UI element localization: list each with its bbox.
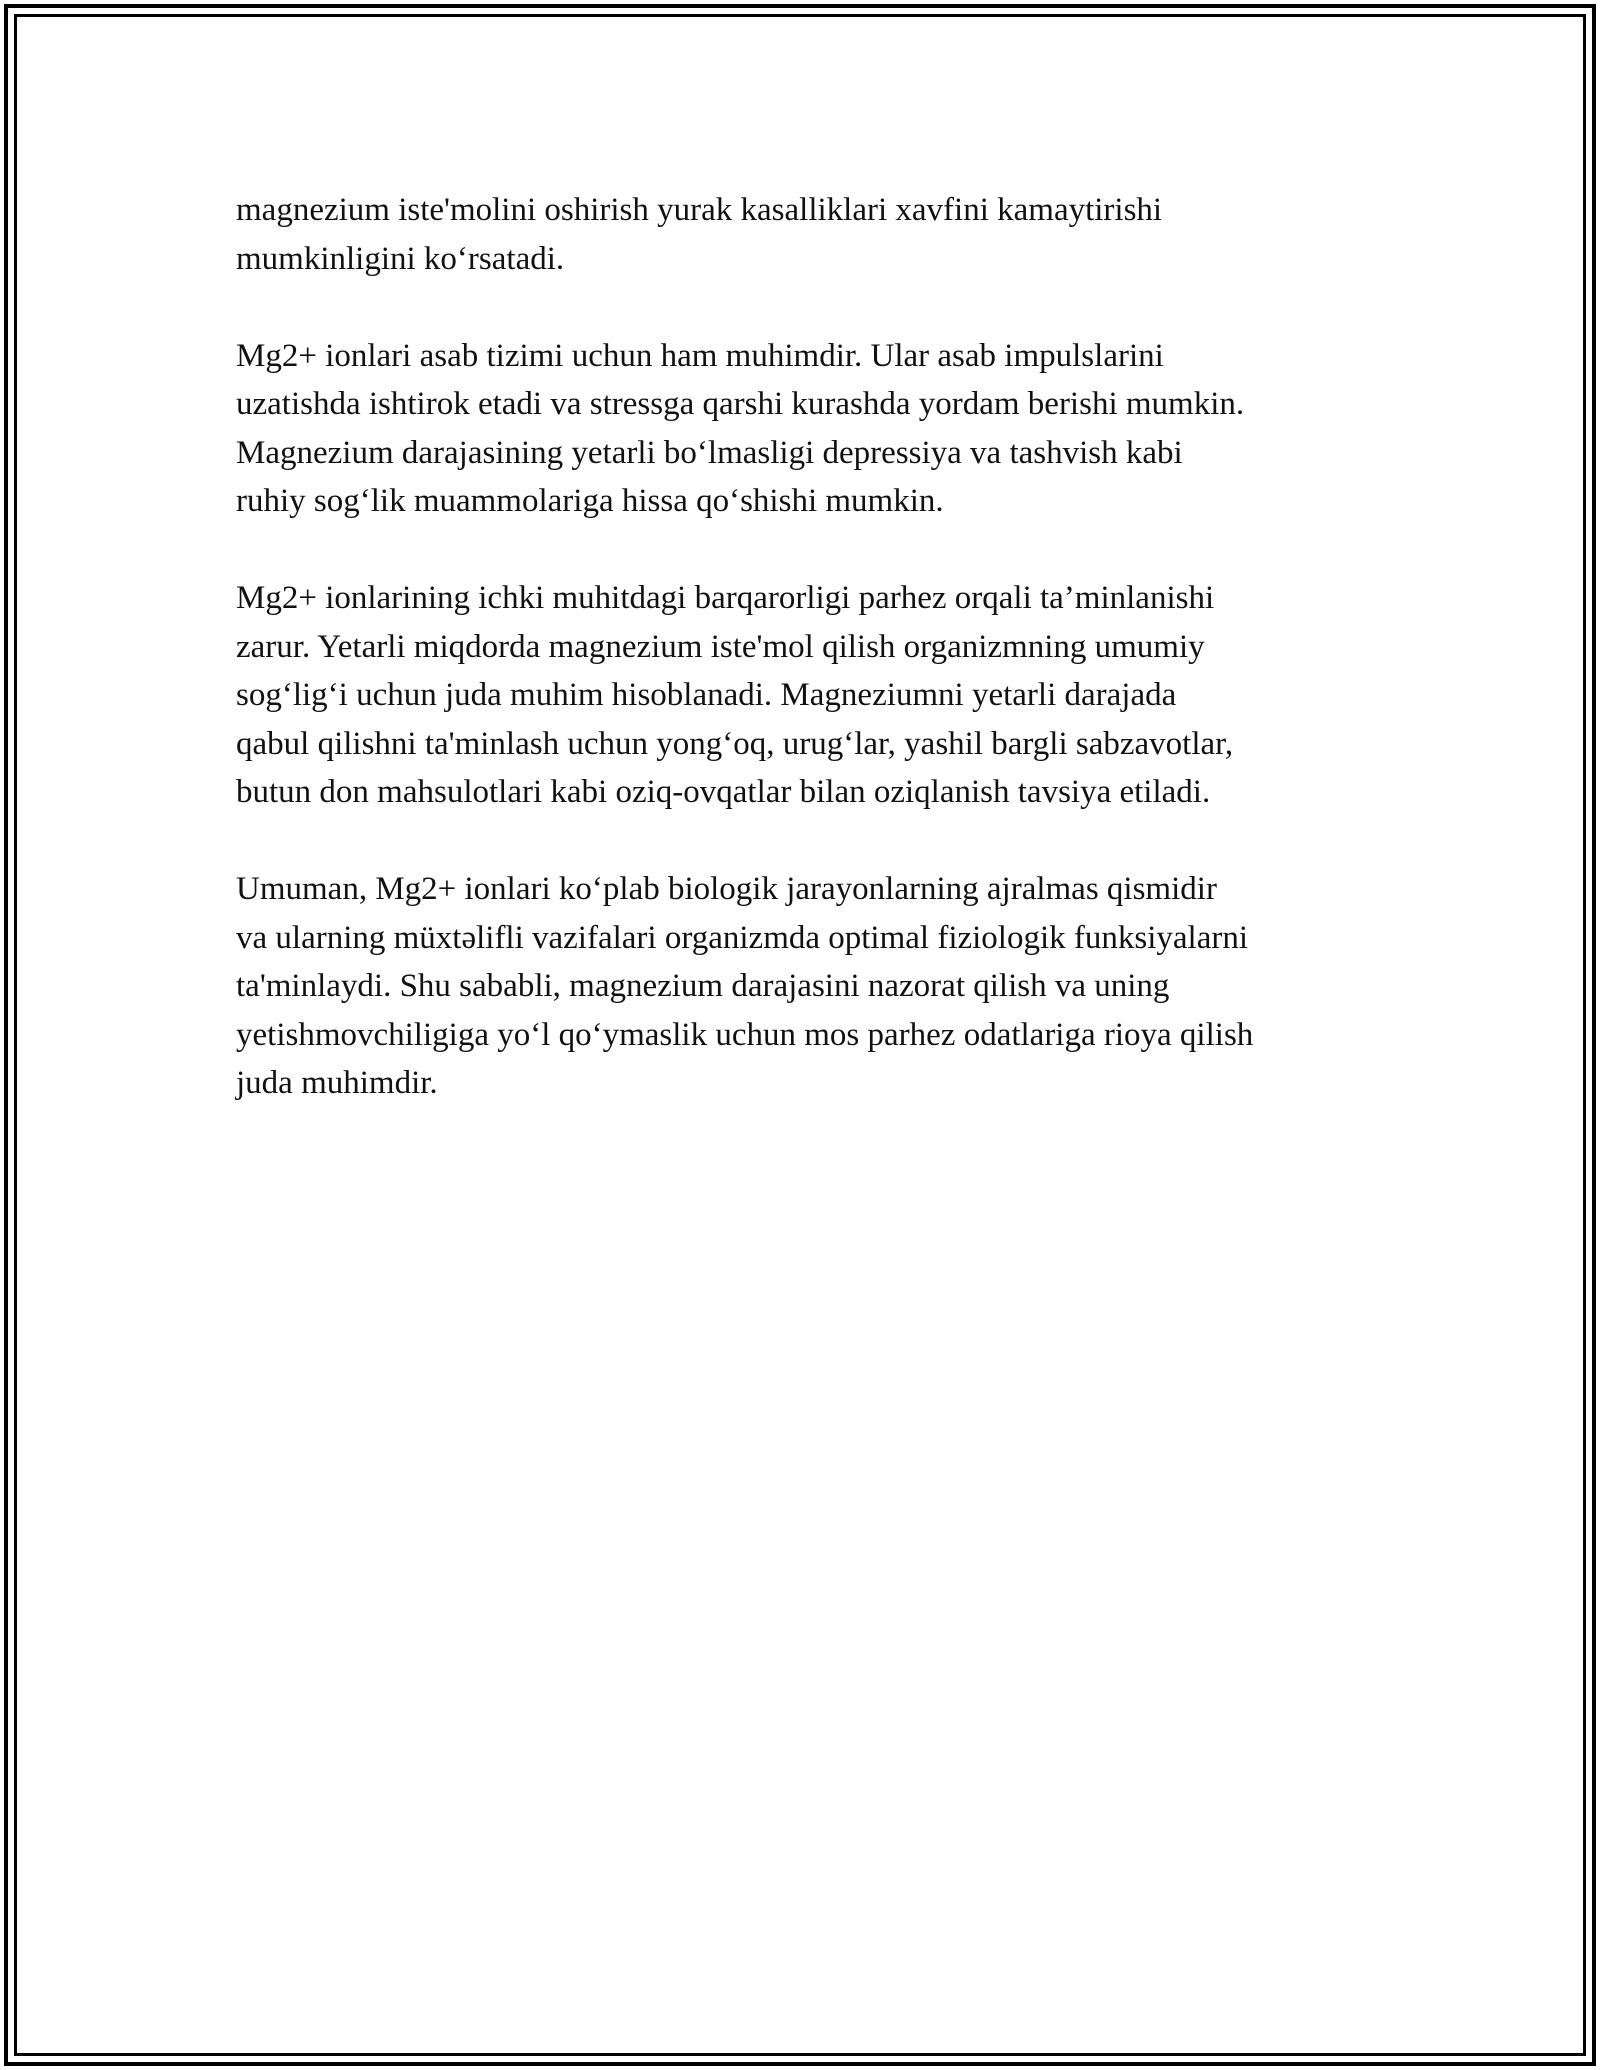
- paragraph-1: magnezium iste'molini oshirish yurak kasalliklari xavfini kamaytirishi mumkinligini ko‘rsatadi.: [236, 192, 1163, 277]
- document-body: [236, 186, 1386, 1156]
- paragraph-4: Umuman, Mg2+ ionlari ko‘plab biologik jarayonlarning ajralmas qismidir va ularning müxtəlifli vazifalari organizmda optimal fiziologik funksiyalarni ta'minlaydi. Shu sababli, magnezium darajasini nazorat qilish va uning yetishmovchiligiga yo‘l qo‘ymaslik uchun mos parhez odatlariga rioya qilish juda muhimdir.: [236, 871, 1254, 1101]
- paragraph-2: Mg2+ ionlari asab tizimi uchun ham muhimdir. Ular asab impulslarini uzatishda ishtirok etadi va stressga qarshi kurashda yordam berishi mumkin. Magnezium darajasining yetarli bo‘lmasligi depressiya va tashvish kabi ruhiy sog‘lik muammolariga hissa qo‘shishi mumkin.: [236, 337, 1245, 519]
- paragraph-3: Mg2+ ionlarining ichki muhitdagi barqarorligi parhez orqali ta’minlanishi zarur. Yetarli miqdorda magnezium iste'mol qilish organizmning umumiy sog‘lig‘i uchun juda muhim hisoblanadi. Magneziumni yetarli darajada qabul qilishni ta'minlash uchun yong‘oq, urug‘lar, yashil bargli sabzavotlar, butun don mahsulotlari kabi oziq-ovqatlar bilan oziqlanish tavsiya etiladi.: [236, 580, 1234, 810]
